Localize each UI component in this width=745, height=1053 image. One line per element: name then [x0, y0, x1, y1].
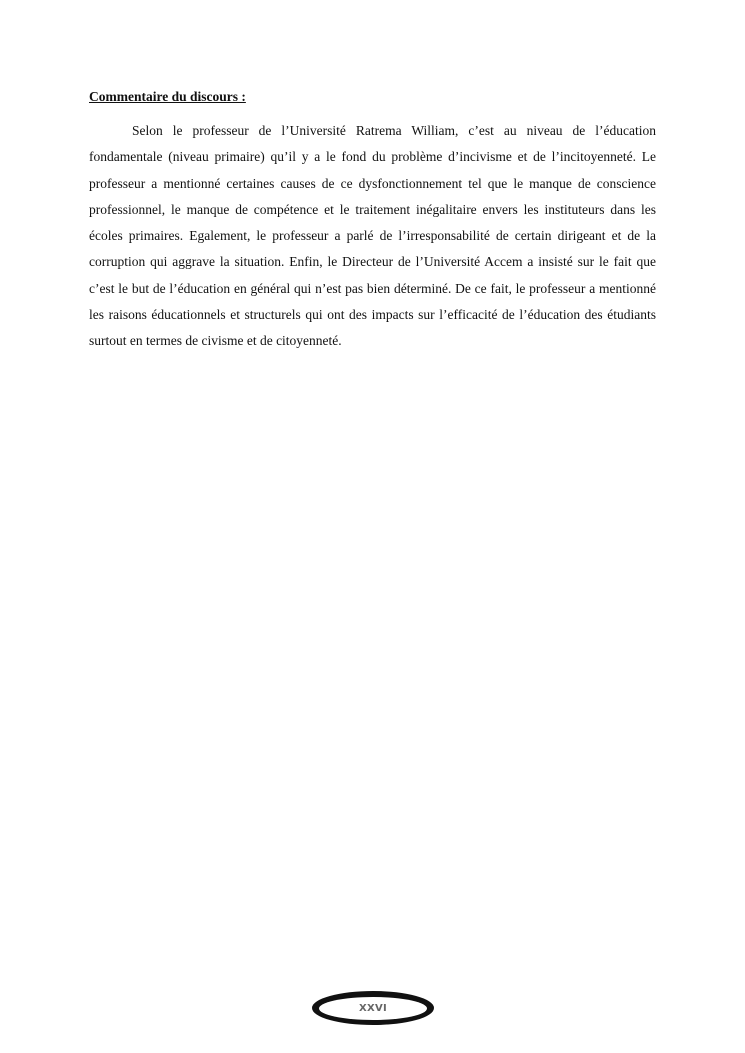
page-number-inner — [319, 997, 427, 1020]
page-number: XXVI — [358, 1002, 388, 1014]
section-heading: Commentaire du discours : — [89, 89, 246, 104]
page-number-badge — [312, 991, 434, 1025]
commentary-paragraph: Selon le professeur de l’Université Ratrema William, c’est au niveau de l’éducation fondamentale (niveau primaire) qu’il y a le fond du problème d’incivisme et de l’incitoyenneté. Le professeur a mentionné certaines causes de ce dysfonctionnement tel que le manque de conscience professionnel, le manque de compétence et le traitement inégalitaire envers les instituteurs dans les écoles primaires. Egalement, le professeur a parlé de l’irresponsabilité de certain dirigeant et de la corruption qui aggrave la situation. Enfin, le Directeur de l’Université Accem a insisté sur le fait que c’est le but de l’éducation en général qui n’est pas bien déterminé. De ce fait, le professeur a mentionné les raisons éducationnels et structurels qui ont des impacts sur l’efficacité de l’éducation des étudiants surtout en termes de civisme et de citoyenneté. — [89, 123, 656, 349]
page-content — [89, 86, 656, 355]
